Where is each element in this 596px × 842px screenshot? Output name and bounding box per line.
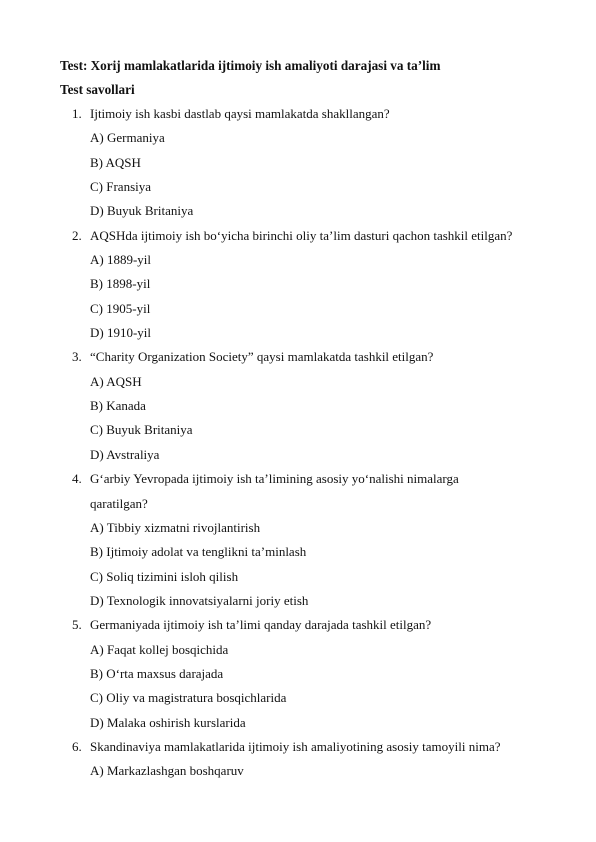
answer-option-text: D) Buyuk Britaniya bbox=[90, 203, 194, 219]
answer-option bbox=[0, 642, 596, 666]
answer-option bbox=[0, 325, 596, 349]
question-text: AQSHda ijtimoiy ish bo‘yicha birinchi oliy ta’lim dasturi qachon tashkil etilgan? bbox=[90, 227, 513, 243]
question-6 bbox=[0, 739, 596, 788]
question-5 bbox=[0, 617, 596, 739]
question-number: 3. bbox=[72, 349, 82, 365]
answer-option-text: A) 1889-yil bbox=[90, 252, 152, 268]
answer-option bbox=[0, 520, 596, 544]
question-1 bbox=[0, 106, 596, 228]
question-text: G‘arbiy Yevropada ijtimoiy ish ta’limining asosiy yo‘nalishi nimalarga bbox=[90, 471, 459, 487]
answer-option-text: C) Oliy va magistratura bosqichlarida bbox=[90, 690, 287, 706]
answer-option bbox=[0, 252, 596, 276]
question-number: 5. bbox=[72, 617, 82, 633]
answer-option bbox=[0, 301, 596, 325]
answer-option-text: D) Avstraliya bbox=[90, 446, 160, 462]
answer-option-text: A) Faqat kollej bosqichida bbox=[90, 641, 229, 657]
answer-option-text: A) Tibbiy xizmatni rivojlantirish bbox=[90, 519, 261, 535]
answer-option bbox=[0, 203, 596, 227]
document-title: Test: Xorij mamlakatlarida ijtimoiy ish amaliyoti darajasi va ta’lim bbox=[60, 58, 441, 73]
question-number: 6. bbox=[72, 738, 82, 754]
answer-option-text: A) Markazlashgan boshqaruv bbox=[90, 763, 244, 779]
answer-option bbox=[0, 447, 596, 471]
answer-option bbox=[0, 715, 596, 739]
answer-option bbox=[0, 690, 596, 714]
answer-option bbox=[0, 398, 596, 422]
answer-option-text: D) 1910-yil bbox=[90, 325, 152, 341]
question-number: 2. bbox=[72, 227, 82, 243]
answer-option-text: C) Buyuk Britaniya bbox=[90, 422, 193, 438]
question-number: 4. bbox=[72, 471, 82, 487]
answer-option-text: B) Ijtimoiy adolat va tenglikni ta’minlash bbox=[90, 544, 307, 560]
answer-option-text: C) Soliq tizimini isloh qilish bbox=[90, 568, 239, 584]
answer-option-text: A) AQSH bbox=[90, 373, 142, 389]
answer-option bbox=[0, 179, 596, 203]
question-text: qaratilgan? bbox=[90, 495, 148, 511]
question-text: Ijtimoiy ish kasbi dastlab qaysi mamlakatda shakllangan? bbox=[90, 106, 390, 121]
answer-option bbox=[0, 374, 596, 398]
question-line bbox=[0, 349, 596, 373]
answer-option bbox=[0, 130, 596, 154]
answer-option bbox=[0, 544, 596, 568]
answer-option bbox=[0, 276, 596, 300]
question-line-continued bbox=[0, 496, 596, 520]
answer-option bbox=[0, 155, 596, 179]
question-line bbox=[0, 471, 596, 495]
section-heading: Test savollari bbox=[60, 82, 135, 97]
answer-option-text: B) O‘rta maxsus darajada bbox=[90, 665, 224, 681]
answer-option-text: C) 1905-yil bbox=[90, 300, 151, 316]
question-text: Skandinaviya mamlakatlarida ijtimoiy ish amaliyotining asosiy tamoyili nima? bbox=[90, 738, 501, 754]
answer-option bbox=[0, 763, 596, 787]
answer-option-text: D) Malaka oshirish kurslarida bbox=[90, 714, 246, 730]
answer-option-text: D) Texnologik innovatsiyalarni joriy etish bbox=[90, 592, 309, 608]
question-line bbox=[0, 106, 596, 130]
question-line bbox=[0, 739, 596, 763]
question-line bbox=[0, 228, 596, 252]
answer-option-text: A) Germaniya bbox=[90, 130, 165, 146]
answer-option bbox=[0, 422, 596, 446]
question-text: “Charity Organization Society” qaysi mamlakatda tashkil etilgan? bbox=[90, 349, 434, 365]
question-number: 1. bbox=[72, 106, 82, 121]
question-text: Germaniyada ijtimoiy ish ta’limi qanday darajada tashkil etilgan? bbox=[90, 617, 432, 633]
question-2 bbox=[0, 228, 596, 350]
answer-option-text: C) Fransiya bbox=[90, 179, 152, 195]
answer-option-text: B) 1898-yil bbox=[90, 276, 151, 292]
answer-option bbox=[0, 569, 596, 593]
question-3 bbox=[0, 349, 596, 471]
answer-option bbox=[0, 593, 596, 617]
answer-option-text: B) Kanada bbox=[90, 398, 146, 414]
answer-option bbox=[0, 666, 596, 690]
question-line bbox=[0, 617, 596, 641]
question-4 bbox=[0, 471, 596, 617]
question-list bbox=[0, 106, 596, 788]
answer-option-text: B) AQSH bbox=[90, 154, 141, 170]
